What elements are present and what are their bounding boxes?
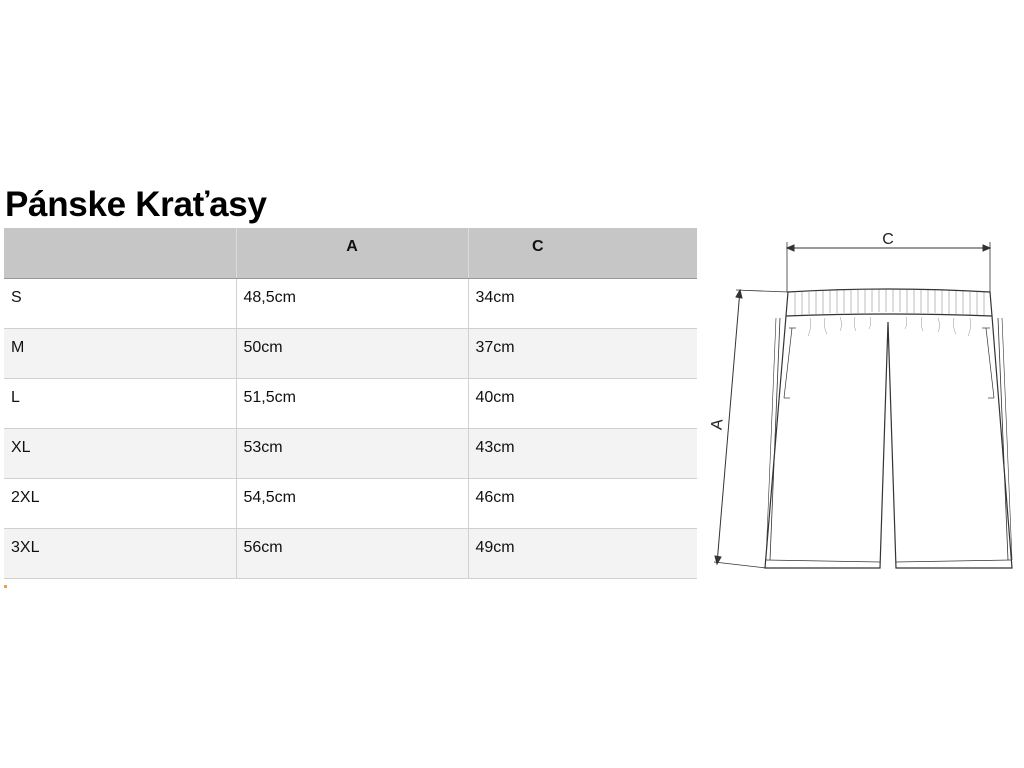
a-cell: 51,5cm [236,378,468,428]
c-cell: 34cm [468,278,697,328]
size-cell: 3XL [4,528,236,578]
table-body [4,278,697,578]
table-row [4,278,697,328]
header-size [4,228,236,278]
waistband [786,289,992,316]
label-a: A [708,418,727,431]
c-cell: 43cm [468,428,697,478]
table-row [4,428,697,478]
dimension-c-arrow [787,242,990,292]
c-cell: 37cm [468,328,697,378]
a-cell: 53cm [236,428,468,478]
a-cell: 50cm [236,328,468,378]
a-cell: 48,5cm [236,278,468,328]
page-title: Pánske Kraťasy [5,185,267,224]
table-row [4,478,697,528]
a-cell: 56cm [236,528,468,578]
size-cell: L [4,378,236,428]
table-row [4,328,697,378]
header-c: C [468,228,697,278]
size-cell: XL [4,428,236,478]
c-cell: 49cm [468,528,697,578]
shorts-body [765,316,1012,568]
shorts-drawing [765,289,1012,568]
label-c: C [882,231,894,248]
a-cell: 54,5cm [236,478,468,528]
size-cell: 2XL [4,478,236,528]
table-header [4,228,697,278]
decorative-dot [4,585,7,588]
size-cell: M [4,328,236,378]
c-cell: 40cm [468,378,697,428]
size-table [4,228,697,579]
shorts-measurement-diagram [700,222,1024,582]
table-row [4,378,697,428]
c-cell: 46cm [468,478,697,528]
header-a: A [236,228,468,278]
table-header-row [4,228,697,278]
table-row [4,528,697,578]
size-cell: S [4,278,236,328]
